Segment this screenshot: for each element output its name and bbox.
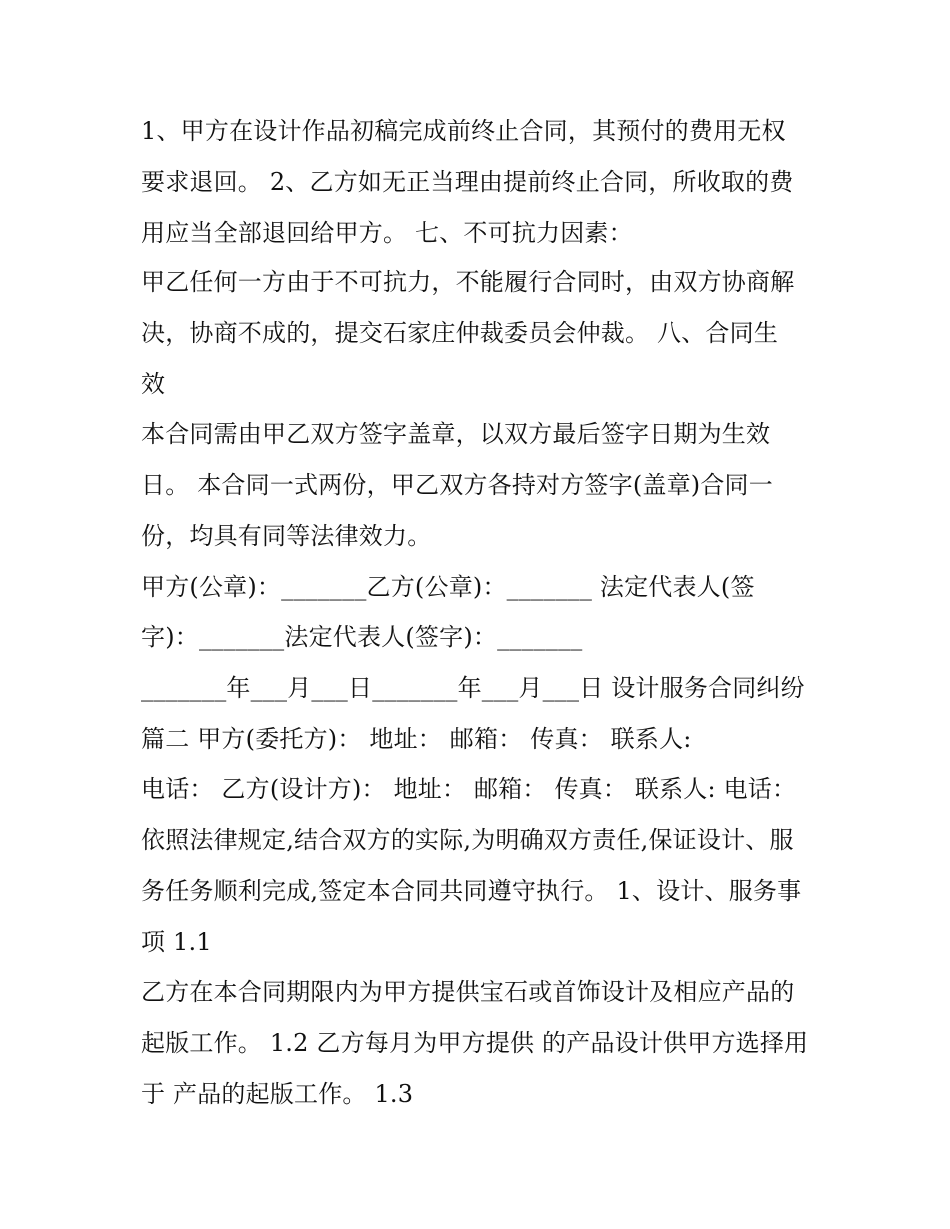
text-line: 要求退回。 2、乙方如无正当理由提前终止合同，所收取的费 <box>141 168 794 196</box>
text-line: 乙方在本合同期限内为甲方提供宝石或首饰设计及相应产品的 <box>141 978 795 1006</box>
text-line: 日。 本合同一式两份，甲乙双方各持对方签字(盖章)合同一 <box>141 471 773 499</box>
text-line: 1、甲方在设计作品初稿完成前终止合同，其预付的费用无权 <box>141 117 786 145</box>
text-line: 效 <box>141 370 166 398</box>
text-line: _______年___月___日_______年___月___日 设计服务合同纠纷 <box>141 674 805 702</box>
text-line: 起版工作。 1.2 乙方每月为甲方提供 的产品设计供甲方选择用 <box>141 1029 809 1057</box>
text-line: 决，协商不成的，提交石家庄仲裁委员会仲裁。 八、合同生 <box>141 319 779 347</box>
text-line: 字)：_______法定代表人(签字)：_______ <box>141 623 583 651</box>
text-line: 甲方(公章)：_______乙方(公章)：_______ 法定代表人(签 <box>141 573 755 601</box>
text-line: 篇二 甲方(委托方)： 地址： 邮箱： 传真： 联系人: <box>141 725 692 753</box>
text-line: 电话： 乙方(设计方)： 地址： 邮箱： 传真： 联系人: 电话： <box>141 775 797 803</box>
text-line: 务任务顺利完成,签定本合同共同遵守执行。 1、设计、服务事 <box>141 877 802 905</box>
text-line: 甲乙任何一方由于不可抗力，不能履行合同时，由双方协商解 <box>141 268 795 296</box>
text-line: 项 1.1 <box>141 928 212 956</box>
text-line: 依照法律规定,结合双方的实际,为明确双方责任,保证设计、服 <box>141 826 794 854</box>
text-line: 本合同需由甲乙双方签字盖章，以双方最后签字日期为生效 <box>141 420 771 448</box>
text-line: 份，均具有同等法律效力。 <box>141 522 432 550</box>
text-line: 用应当全部退回给甲方。 七、不可抗力因素： <box>141 219 633 247</box>
text-line: 于 产品的起版工作。 1.3 <box>141 1080 414 1108</box>
